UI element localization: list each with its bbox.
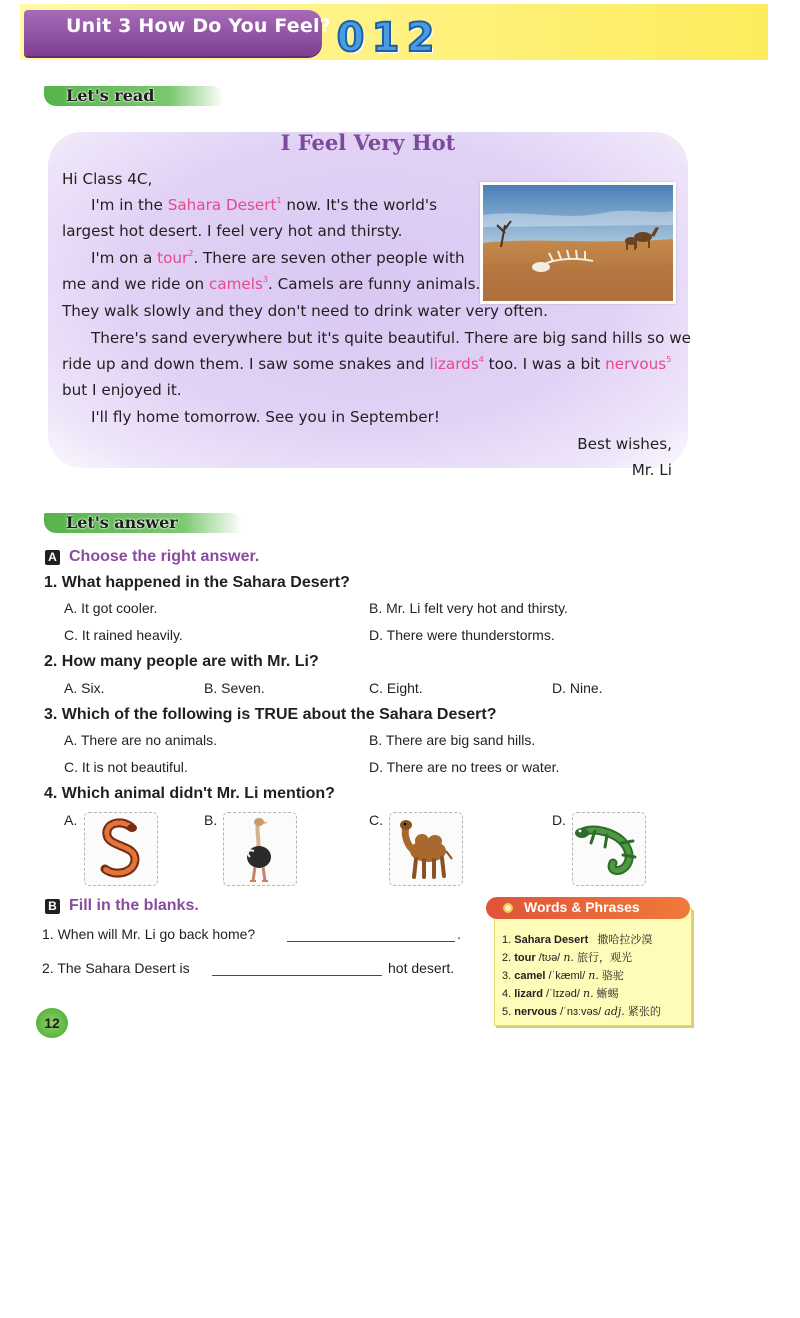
letter-line: I'll fly home tomorrow. See you in September! — [91, 408, 440, 426]
page-digit: 2 — [406, 15, 435, 61]
page-digit: 1 — [371, 15, 400, 61]
story-title: I Feel Very Hot — [280, 130, 456, 155]
snake-option[interactable] — [84, 812, 158, 886]
option[interactable]: A. It got cooler. — [64, 600, 158, 616]
option[interactable]: D. There were thunderstorms. — [369, 627, 555, 643]
vocab-word: Sahara Desert — [167, 196, 277, 214]
option[interactable]: C. Eight. — [369, 680, 423, 696]
option-label[interactable]: B. — [204, 812, 218, 828]
blank-1-line[interactable] — [287, 941, 455, 942]
letter-line: I'm on a tour$^2$. There are seven other people with — [91, 249, 465, 267]
lizard-option[interactable] — [572, 812, 646, 886]
vocab-word: camels — [208, 275, 263, 293]
option[interactable]: C. It is not beautiful. — [64, 759, 188, 775]
camel-icon — [390, 813, 462, 885]
part-b-badge: B — [45, 899, 60, 914]
vocab-entry: 1. Sahara Desert 撒哈拉沙漠 — [502, 933, 653, 946]
bullet-icon — [503, 903, 513, 913]
part-a-badge: A — [45, 550, 60, 565]
desert-illustration — [483, 185, 673, 301]
blank-question-2: 2. The Sahara Desert is — [42, 960, 190, 976]
camel-option[interactable] — [389, 812, 463, 886]
option[interactable]: D. There are no trees or water. — [369, 759, 560, 775]
vocab-word: tour — [157, 249, 189, 267]
option-label[interactable]: A. — [64, 812, 78, 828]
snake-icon — [85, 813, 157, 885]
vocab-word: nervous — [605, 355, 667, 373]
part-b-title: Fill in the blanks. — [69, 897, 199, 914]
letter-line: I'm in the Sahara Desert$^1$ now. It's the world's — [91, 196, 437, 214]
vocab-entry: 2. tour /tʊə/ n. 旅行，观光 — [502, 951, 632, 964]
option[interactable]: C. It rained heavily. — [64, 627, 183, 643]
letter-line: There's sand everywhere but it's quite beautiful. There are big sand hills so we — [91, 329, 691, 347]
vocab-entry: 5. nervous /ˈnɜːvəs/ adj. 紧张的 — [502, 1005, 661, 1018]
option[interactable]: B. Mr. Li felt very hot and thirsty. — [369, 600, 568, 616]
lizard-icon — [573, 813, 645, 885]
vocab-entry: 3. camel /ˈkæml/ n. 骆驼 — [502, 969, 624, 982]
option[interactable]: A. Six. — [64, 680, 105, 696]
words-phrases-title: Words & Phrases — [524, 899, 640, 915]
lets-answer-banner — [44, 513, 242, 533]
option[interactable]: B. There are big sand hills. — [369, 732, 536, 748]
question-3: 3. Which of the following is TRUE about the Sahara Desert? — [44, 706, 497, 723]
desert-photo — [480, 182, 676, 304]
question-4: 4. Which animal didn't Mr. Li mention? — [44, 785, 335, 802]
option-label[interactable]: C. — [369, 812, 383, 828]
blank-2-suffix: hot desert. — [388, 960, 455, 976]
letter-line: They walk slowly and they don't need to drink water very often. — [62, 302, 548, 320]
option[interactable]: A. There are no animals. — [64, 732, 218, 748]
page-digit: 0 — [336, 15, 365, 61]
letter-line: largest hot desert. I feel very hot and thirsty. — [62, 222, 403, 240]
letter-signature: Mr. Li — [631, 461, 672, 479]
option[interactable]: D. Nine. — [552, 680, 603, 696]
letter-line: me and we ride on camels$^3$. Camels are funny animals. — [62, 275, 481, 293]
option[interactable]: B. Seven. — [204, 680, 265, 696]
letter-line: ride up and down them. I saw some snakes and lizards$^4$ too. I was a bit nervous$^5$ — [62, 355, 672, 373]
lets-read-label: Let's read — [66, 86, 155, 105]
vocab-entry: 4. lizard /ˈlɪzəd/ n. 蜥蜴 — [502, 987, 619, 1000]
lets-read-banner — [44, 86, 224, 106]
question-1: 1. What happened in the Sahara Desert? — [44, 574, 350, 591]
letter-line: but I enjoyed it. — [62, 381, 182, 399]
question-2: 2. How many people are with Mr. Li? — [44, 653, 319, 670]
blank-2-line[interactable] — [212, 975, 382, 976]
vocab-word: lizards — [429, 355, 479, 373]
ostrich-option[interactable] — [223, 812, 297, 886]
blank-question-1: 1. When will Mr. Li go back home? — [42, 926, 256, 942]
page-number: 12 — [36, 1008, 68, 1038]
unit-title: Unit 3 How Do You Feel? — [66, 15, 331, 37]
part-a-title: Choose the right answer. — [69, 548, 260, 565]
option-label[interactable]: D. — [552, 812, 566, 828]
ostrich-icon — [224, 813, 296, 885]
page-digits — [334, 16, 437, 60]
lets-answer-label: Let's answer — [66, 513, 178, 532]
blank-1-suffix: . — [457, 926, 461, 942]
letter-closing: Best wishes, — [577, 435, 672, 453]
letter-greeting: Hi Class 4C, — [62, 170, 153, 188]
